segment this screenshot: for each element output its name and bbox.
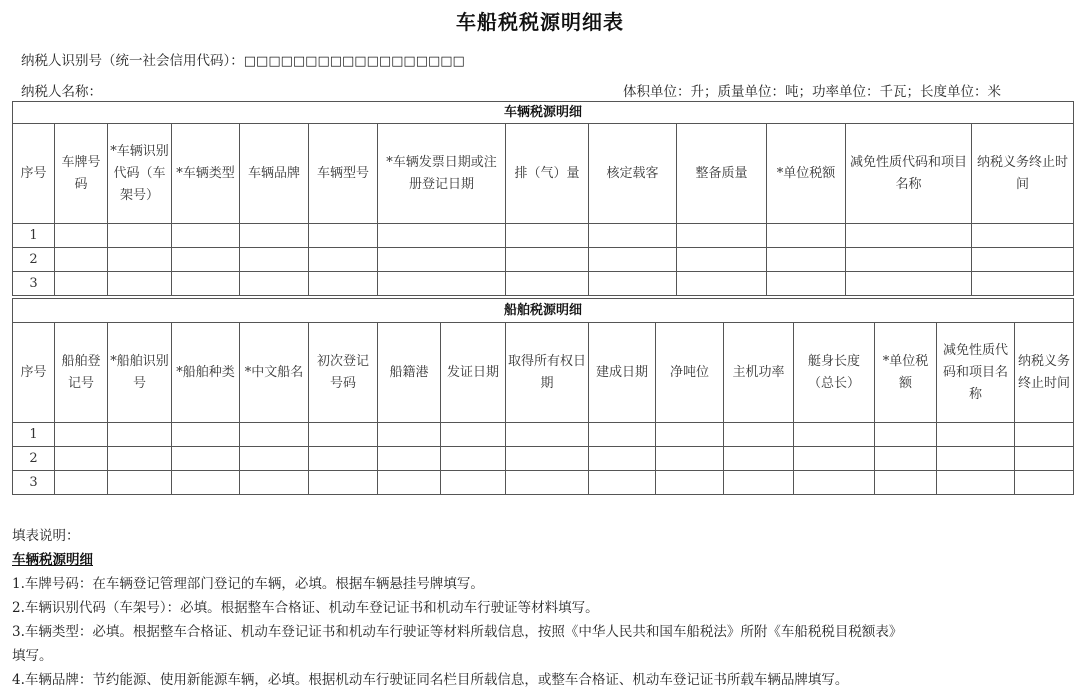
- taxpayer-id-label: 纳税人识别号（统一社会信用代码）：: [21, 53, 244, 69]
- vessel-header-cell: [724, 323, 794, 423]
- vehicle-table-cell[interactable]: [309, 248, 378, 272]
- vehicle-header-cell: [767, 124, 846, 224]
- vessel-header-cell: [441, 323, 506, 423]
- vessel-table-cell[interactable]: [108, 447, 172, 471]
- vehicle-table-cell[interactable]: [378, 248, 506, 272]
- vessel-table-cell[interactable]: [240, 423, 309, 447]
- vehicle-header-label: 排（气）量: [514, 165, 580, 181]
- vessel-header-label: 船舶登记号: [61, 353, 101, 391]
- vehicle-table-cell[interactable]: [108, 248, 172, 272]
- vessel-table: [12, 298, 1074, 495]
- vessel-header-label: 减免性质代码和项目名称: [942, 342, 1008, 402]
- vessel-table-cell[interactable]: [794, 447, 875, 471]
- vehicle-header-label: 车辆型号: [316, 165, 369, 181]
- vessel-table-cell[interactable]: [172, 471, 240, 495]
- vehicle-table-cell[interactable]: [55, 272, 108, 296]
- instruction-item: 填写。: [12, 648, 53, 664]
- vehicle-header-label: 车辆品牌: [247, 165, 300, 181]
- vessel-body: [13, 423, 1074, 495]
- vehicle-header-cell: [13, 124, 55, 224]
- vessel-header-cell: [506, 323, 589, 423]
- vessel-header-label: 取得所有权日期: [508, 353, 587, 391]
- vehicle-header-label: *车辆识别代码（车架号）: [110, 143, 169, 203]
- vehicle-header-cell: [378, 124, 506, 224]
- vessel-header-label: 纳税义务终止时间: [1018, 353, 1071, 391]
- vessel-table-cell[interactable]: [656, 471, 724, 495]
- vessel-header-cell: [55, 323, 108, 423]
- vehicle-header-label: 减免性质代码和项目名称: [849, 154, 967, 192]
- vessel-header-label: 建成日期: [595, 364, 648, 380]
- vessel-header-label: 净吨位: [669, 364, 709, 380]
- vehicle-table-cell[interactable]: [240, 224, 309, 248]
- vehicle-header-cell: [108, 124, 172, 224]
- vehicle-table-cell[interactable]: [846, 248, 972, 272]
- vehicle-table-cell[interactable]: [972, 248, 1074, 272]
- instructions-heading: 填表说明：: [12, 528, 80, 544]
- instructions-subheading: 车辆税源明细: [12, 552, 93, 568]
- vessel-table-cell[interactable]: [794, 423, 875, 447]
- vessel-table-cell[interactable]: [172, 423, 240, 447]
- vehicle-table-cell[interactable]: [677, 272, 767, 296]
- vehicle-header-label: 序号: [20, 165, 47, 181]
- vehicle-table-cell[interactable]: [767, 272, 846, 296]
- vessel-table-cell[interactable]: [441, 447, 506, 471]
- vessel-header-cell: [1015, 323, 1074, 423]
- vessel-table-cell[interactable]: [656, 447, 724, 471]
- vehicle-table-cell[interactable]: [589, 248, 677, 272]
- vehicle-header-cell: [972, 124, 1074, 224]
- vehicle-header-cell: [589, 124, 677, 224]
- vessel-table-cell[interactable]: [937, 423, 1015, 447]
- vessel-table-row: [13, 447, 1074, 471]
- vessel-header-label: 船籍港: [389, 364, 429, 380]
- vessel-table-cell[interactable]: [55, 447, 108, 471]
- vehicle-header-label: *车辆发票日期或注册登记日期: [386, 154, 497, 192]
- vehicle-table-cell[interactable]: [108, 272, 172, 296]
- vessel-header-label: 发证日期: [446, 364, 499, 380]
- vessel-table-cell[interactable]: [172, 447, 240, 471]
- vehicle-table-cell[interactable]: [589, 272, 677, 296]
- instruction-item: 3.车辆类型：必填。根据整车合格证、机动车登记证书和机动车行驶证等材料所载信息，按照《中华人民共和国车船税法》所附《车船税税目税额表》: [12, 624, 903, 640]
- vehicle-table-cell[interactable]: [55, 248, 108, 272]
- vessel-table-cell[interactable]: [875, 447, 937, 471]
- vehicle-table-cell[interactable]: [506, 248, 589, 272]
- vessel-header-cell: [589, 323, 656, 423]
- vehicle-header-label: 核定载客: [606, 165, 659, 181]
- vessel-table-cell[interactable]: [55, 471, 108, 495]
- vessel-table-cell[interactable]: [441, 423, 506, 447]
- vessel-header-label: *单位税额: [882, 353, 929, 391]
- vehicle-header-row: [13, 124, 1074, 224]
- vehicle-table-cell[interactable]: [309, 272, 378, 296]
- vehicle-header-cell: [677, 124, 767, 224]
- vessel-table-cell[interactable]: [589, 447, 656, 471]
- vessel-header-label: *船舶识别号: [110, 353, 169, 391]
- vehicle-header-label: *单位税额: [776, 165, 836, 181]
- vehicle-header-cell: [309, 124, 378, 224]
- vehicle-table-cell[interactable]: [767, 248, 846, 272]
- vehicle-row-number: 3: [13, 272, 55, 296]
- vessel-table-cell[interactable]: [724, 447, 794, 471]
- instructions: [12, 524, 1072, 692]
- vessel-header-cell: [240, 323, 309, 423]
- vessel-header-cell: [309, 323, 378, 423]
- vehicle-row-number: 2: [13, 248, 55, 272]
- vessel-row-number: 1: [13, 423, 55, 447]
- vessel-table-cell[interactable]: [506, 447, 589, 471]
- vessel-header-label: *船舶种类: [176, 364, 235, 380]
- vessel-table-cell[interactable]: [1015, 471, 1074, 495]
- units-note: 体积单位：升；质量单位：吨；功率单位：千瓦；长度单位：米: [623, 84, 1001, 100]
- vessel-header-cell: [656, 323, 724, 423]
- vehicle-table-cell[interactable]: [309, 224, 378, 248]
- vehicle-header-label: 整备质量: [695, 165, 748, 181]
- vessel-header-row: [13, 323, 1074, 423]
- vehicle-header-label: 纳税义务终止时间: [976, 154, 1068, 192]
- vessel-header-cell: [875, 323, 937, 423]
- vessel-header-cell: [937, 323, 1015, 423]
- vehicle-table-cell[interactable]: [55, 224, 108, 248]
- vessel-table-cell[interactable]: [378, 471, 441, 495]
- vessel-header-label: 主机功率: [732, 364, 785, 380]
- vehicle-table-cell[interactable]: [108, 224, 172, 248]
- vessel-row-number: 3: [13, 471, 55, 495]
- vehicle-header-label: *车辆类型: [176, 165, 235, 181]
- instruction-item: 4.车辆品牌：节约能源、使用新能源车辆，必填。根据机动车行驶证同名栏目所载信息，或整车合格证、机动车登记证书所载车辆品牌填写。: [12, 672, 849, 688]
- vessel-table-cell[interactable]: [1015, 447, 1074, 471]
- taxpayer-name-label: 纳税人名称：: [21, 84, 102, 100]
- vehicle-table-cell[interactable]: [378, 224, 506, 248]
- vehicle-table-cell[interactable]: [240, 248, 309, 272]
- vessel-header-cell: [108, 323, 172, 423]
- vessel-header-cell: [172, 323, 240, 423]
- vehicle-table: [12, 101, 1074, 296]
- vehicle-table-row: [13, 272, 1074, 296]
- vehicle-header-cell: [240, 124, 309, 224]
- vessel-table-row: [13, 471, 1074, 495]
- vehicle-table-cell[interactable]: [506, 272, 589, 296]
- vessel-table-cell[interactable]: [378, 447, 441, 471]
- instruction-item: 1.车牌号码：在车辆登记管理部门登记的车辆，必填。根据车辆悬挂号牌填写。: [12, 576, 484, 592]
- vehicle-table-row: [13, 248, 1074, 272]
- vessel-header-label: 序号: [20, 364, 47, 380]
- vessel-table-cell[interactable]: [309, 423, 378, 447]
- vessel-table-cell[interactable]: [724, 471, 794, 495]
- vessel-table-cell[interactable]: [240, 447, 309, 471]
- vehicle-table-cell[interactable]: [767, 224, 846, 248]
- vessel-table-cell[interactable]: [441, 471, 506, 495]
- vessel-table-cell[interactable]: [506, 423, 589, 447]
- vehicle-table-cell[interactable]: [972, 224, 1074, 248]
- taxpayer-id-boxes[interactable]: □□□□□□□□□□□□□□□□□□: [243, 54, 465, 69]
- vessel-table-cell[interactable]: [937, 471, 1015, 495]
- vehicle-header-cell: [55, 124, 108, 224]
- vehicle-table-cell[interactable]: [846, 224, 972, 248]
- vessel-table-cell[interactable]: [656, 423, 724, 447]
- vessel-table-cell[interactable]: [240, 471, 309, 495]
- vessel-table-cell[interactable]: [378, 423, 441, 447]
- vehicle-header-label: 车牌号码: [61, 154, 101, 192]
- vehicle-table-cell[interactable]: [677, 248, 767, 272]
- vehicle-header-cell: [506, 124, 589, 224]
- vessel-table-cell[interactable]: [55, 423, 108, 447]
- vessel-table-cell[interactable]: [589, 423, 656, 447]
- vessel-table-cell[interactable]: [506, 471, 589, 495]
- vessel-header-label: 初次登记号码: [316, 353, 369, 391]
- vessel-table-cell[interactable]: [309, 471, 378, 495]
- vessel-header-cell: [794, 323, 875, 423]
- vessel-table-cell[interactable]: [589, 471, 656, 495]
- vehicle-table-cell[interactable]: [172, 224, 240, 248]
- vehicle-header-cell: [846, 124, 972, 224]
- vessel-table-cell[interactable]: [108, 471, 172, 495]
- vessel-header-label: *中文船名: [244, 364, 304, 380]
- vehicle-table-cell[interactable]: [972, 272, 1074, 296]
- vehicle-row-number: 1: [13, 224, 55, 248]
- vessel-table-row: [13, 423, 1074, 447]
- vessel-table-cell[interactable]: [1015, 423, 1074, 447]
- vessel-table-cell[interactable]: [108, 423, 172, 447]
- vessel-header-cell: [13, 323, 55, 423]
- vehicle-table-cell[interactable]: [378, 272, 506, 296]
- vessel-table-cell[interactable]: [875, 471, 937, 495]
- vehicle-table-cell[interactable]: [677, 224, 767, 248]
- vehicle-table-cell[interactable]: [172, 248, 240, 272]
- vehicle-section-title: 车辆税源明细: [13, 102, 1074, 124]
- taxpayer-id-line: [21, 49, 465, 69]
- vehicle-table-cell[interactable]: [240, 272, 309, 296]
- vehicle-table-cell[interactable]: [589, 224, 677, 248]
- vessel-table-cell[interactable]: [937, 447, 1015, 471]
- page-title: 车船税税源明细表: [456, 10, 624, 34]
- vessel-table-cell[interactable]: [794, 471, 875, 495]
- vessel-table-cell[interactable]: [309, 447, 378, 471]
- vehicle-table-cell[interactable]: [846, 272, 972, 296]
- vessel-header-label: 艇身长度（总长）: [807, 353, 860, 391]
- vehicle-table-cell[interactable]: [172, 272, 240, 296]
- vessel-header-cell: [378, 323, 441, 423]
- vehicle-table-cell[interactable]: [506, 224, 589, 248]
- vehicle-body: [13, 224, 1074, 296]
- instruction-item: 2.车辆识别代码（车架号）：必填。根据整车合格证、机动车登记证书和机动车行驶证等材料填写。: [12, 600, 599, 616]
- vessel-table-cell[interactable]: [724, 423, 794, 447]
- vessel-section-title: 船舶税源明细: [13, 299, 1074, 323]
- vehicle-table-row: [13, 224, 1074, 248]
- vehicle-header-cell: [172, 124, 240, 224]
- vessel-row-number: 2: [13, 447, 55, 471]
- vessel-table-cell[interactable]: [875, 423, 937, 447]
